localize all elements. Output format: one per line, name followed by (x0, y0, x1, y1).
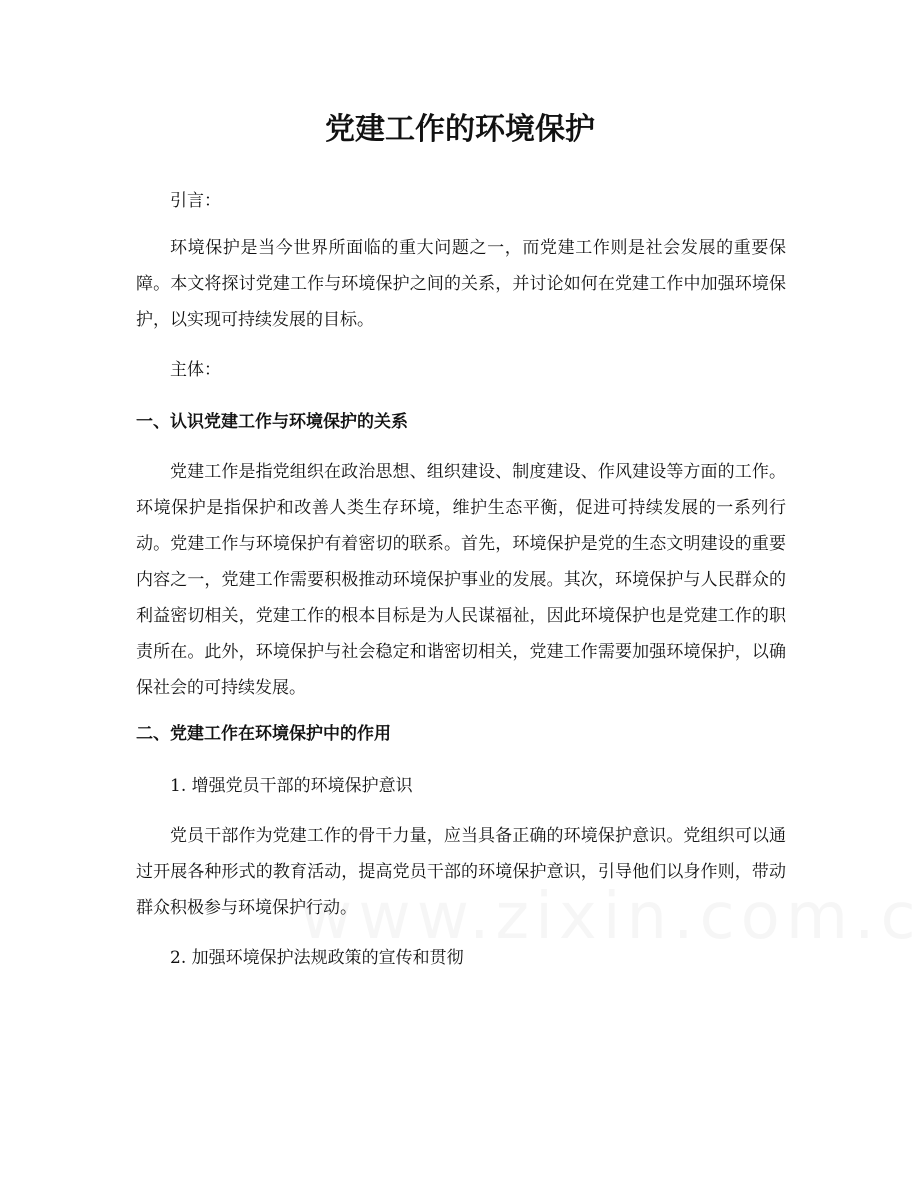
document-title: 党建工作的环境保护 (325, 112, 595, 147)
item1-heading: 1. 增强党员干部的环境保护意识 (170, 776, 413, 796)
section1-paragraph: 党建工作是指党组织在政治思想、组织建设、制度建设、作风建设等方面的工作。环境保护是指保护和改善人类生存环境，维护生态平衡，促进可持续发展的一系列行动。党建工作与环境保护有着密切的联系。首先，环境保护是党的生态文明建设的重要内容之一，党建工作需要积极推动环境保护事业的发展。其次，环境保护与人民群众的利益密切相关，党建工作的根本目标是为人民谋福祉，因此环境保护也是党建工作的职责所在。此外，环境保护与社会稳定和谐密切相关，党建工作需要加强环境保护，以确保社会的可持续发展。 (136, 462, 786, 698)
body-label: 主体： (170, 360, 221, 380)
item1-paragraph: 党员干部作为党建工作的骨干力量，应当具备正确的环境保护意识。党组织可以通过开展各种形式的教育活动，提高党员干部的环境保护意识，引导他们以身作则，带动群众积极参与环境保护行动。 (136, 826, 786, 918)
item2-heading: 2. 加强环境保护法规政策的宣传和贯彻 (170, 948, 464, 968)
section1-heading: 一、认识党建工作与环境保护的关系 (136, 412, 408, 432)
intro-label: 引言： (170, 191, 221, 211)
section2-heading: 二、党建工作在环境保护中的作用 (136, 724, 391, 744)
intro-paragraph: 环境保护是当今世界所面临的重大问题之一，而党建工作则是社会发展的重要保障。本文将探讨党建工作与环境保护之间的关系，并讨论如何在党建工作中加强环境保护，以实现可持续发展的目标。 (136, 238, 786, 330)
